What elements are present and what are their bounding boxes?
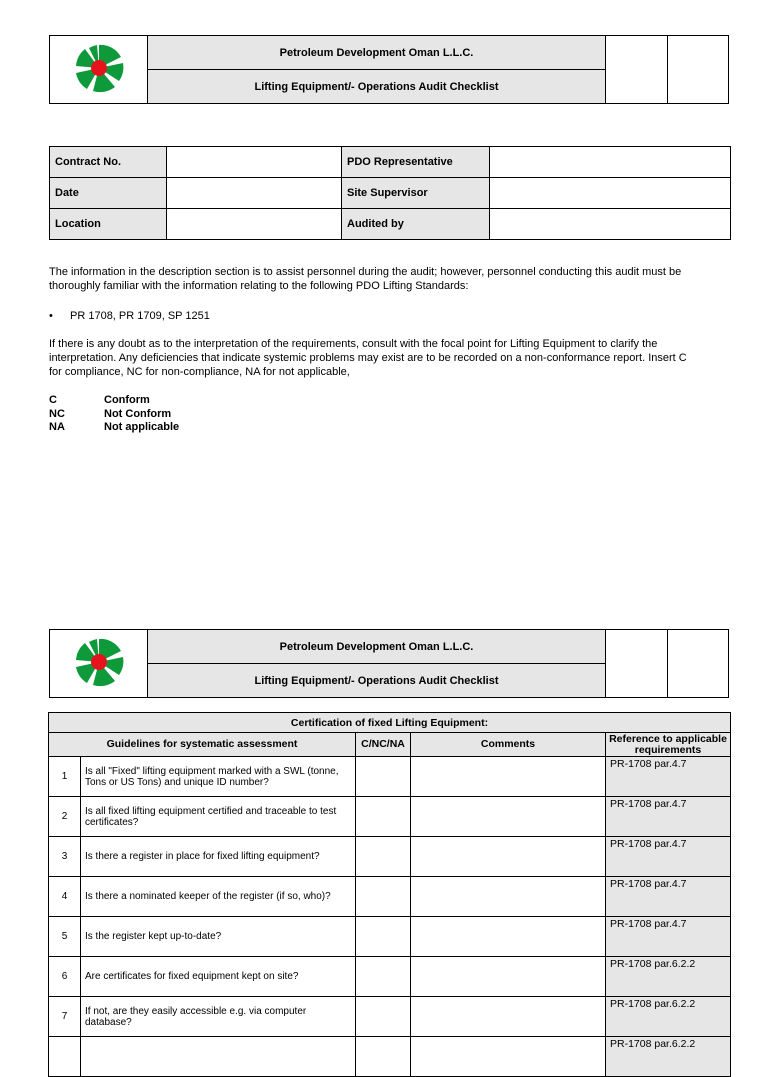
table-row	[49, 997, 731, 1037]
legend-item	[49, 421, 249, 435]
table-row	[49, 1037, 731, 1077]
audit-checklist-table	[48, 712, 731, 1077]
col-comments: Comments	[411, 733, 606, 757]
audited-by-field[interactable]	[490, 209, 731, 240]
row-number: 5	[49, 917, 81, 957]
row-number: 7	[49, 997, 81, 1037]
row-reference: PR-1708 par.4.7	[606, 797, 731, 837]
intro-paragraph: The information in the description section is to assist personnel during the audit; however, personnel conducting this audit must be thoroughly familiar with the information relating to the following PDO Lifting Standards:	[49, 266, 682, 292]
legend-item	[49, 394, 249, 408]
row-question: Is all "Fixed" lifting equipment marked with a SWL (tonne, Tons or US Tons) and unique ID number?	[81, 757, 356, 797]
logo-cell	[50, 36, 148, 104]
logo-cell	[50, 630, 148, 698]
cnc-cell[interactable]	[356, 757, 411, 797]
table-row	[49, 917, 731, 957]
document-header	[49, 629, 729, 698]
comments-cell[interactable]	[411, 837, 606, 877]
location-field[interactable]	[167, 209, 342, 240]
bullet-icon: •	[49, 310, 53, 322]
legend	[49, 394, 249, 435]
cnc-cell[interactable]	[356, 997, 411, 1037]
document-header	[49, 35, 729, 104]
row-number: 4	[49, 877, 81, 917]
col-guidelines: Guidelines for systematic assessment	[49, 733, 356, 757]
row-reference: PR-1708 par.4.7	[606, 917, 731, 957]
row-reference: PR-1708 par.6.2.2	[606, 957, 731, 997]
cnc-cell[interactable]	[356, 957, 411, 997]
contract-field[interactable]	[167, 147, 342, 178]
comments-cell[interactable]	[411, 917, 606, 957]
comments-cell[interactable]	[411, 877, 606, 917]
document-title: Lifting Equipment/- Operations Audit Checklist	[148, 70, 606, 104]
row-reference: PR-1708 par.6.2.2	[606, 997, 731, 1037]
row-question: Is the register kept up-to-date?	[81, 917, 356, 957]
site-supervisor-field[interactable]	[490, 178, 731, 209]
legend-code: NC	[49, 407, 65, 420]
section-title: Certification of fixed Lifting Equipment:	[49, 713, 731, 733]
site-supervisor-label: Site Supervisor	[342, 178, 490, 209]
pdo-logo-icon	[71, 637, 127, 687]
legend-meaning: Not Conform	[104, 407, 172, 420]
cnc-cell[interactable]	[356, 837, 411, 877]
comments-cell[interactable]	[411, 1037, 606, 1077]
table-row	[49, 837, 731, 877]
date-field[interactable]	[167, 178, 342, 209]
row-number: 1	[49, 757, 81, 797]
table-row	[49, 797, 731, 837]
row-number: 2	[49, 797, 81, 837]
cnc-cell[interactable]	[356, 917, 411, 957]
header-blank-cell	[668, 630, 729, 698]
pdo-rep-label: PDO Representative	[342, 147, 490, 178]
legend-item	[49, 408, 249, 422]
table-row	[49, 957, 731, 997]
header-blank-cell	[606, 36, 668, 104]
legend-meaning: Conform	[104, 394, 150, 406]
header-blank-cell	[668, 36, 729, 104]
company-name: Petroleum Development Oman L.L.C.	[148, 36, 606, 70]
pdo-rep-field[interactable]	[490, 147, 731, 178]
pdo-logo-icon	[71, 43, 127, 93]
standards-list: PR 1708, PR 1709, SP 1251	[70, 310, 210, 322]
table-row	[49, 757, 731, 797]
audited-by-label: Audited by	[342, 209, 490, 240]
row-number: 6	[49, 957, 81, 997]
row-number	[49, 1037, 81, 1077]
comments-cell[interactable]	[411, 997, 606, 1037]
instructions-paragraph: If there is any doubt as to the interpretation of the requirements, consult with the focal point for Lifting Equipment to clarify the interpretation. Any deficiencies that indicate systemic problems may exist are to be recorded on a non-conformance report. Insert C for compliance, NC for non-compliance, NA for not applicable,	[49, 338, 687, 378]
cnc-cell[interactable]	[356, 877, 411, 917]
col-cnc: C/NC/NA	[356, 733, 411, 757]
location-label: Location	[50, 209, 167, 240]
company-name: Petroleum Development Oman L.L.C.	[148, 630, 606, 664]
row-reference: PR-1708 par.6.2.2	[606, 1037, 731, 1077]
col-reference: Reference to applicable requirements	[606, 733, 731, 757]
date-label: Date	[50, 178, 167, 209]
row-question: Is there a register in place for fixed lifting equipment?	[81, 837, 356, 877]
comments-cell[interactable]	[411, 757, 606, 797]
legend-meaning: Not applicable	[104, 421, 180, 433]
row-question	[81, 1037, 356, 1077]
row-reference: PR-1708 par.4.7	[606, 877, 731, 917]
document-title: Lifting Equipment/- Operations Audit Checklist	[148, 664, 606, 698]
cnc-cell[interactable]	[356, 797, 411, 837]
header-blank-cell	[606, 630, 668, 698]
row-reference: PR-1708 par.4.7	[606, 757, 731, 797]
table-row	[49, 877, 731, 917]
comments-cell[interactable]	[411, 957, 606, 997]
contract-label: Contract No.	[50, 147, 167, 178]
row-question: Are certificates for fixed equipment kept on site?	[81, 957, 356, 997]
row-reference: PR-1708 par.4.7	[606, 837, 731, 877]
audit-info-table	[49, 146, 731, 240]
row-question: Is there a nominated keeper of the register (if so, who)?	[81, 877, 356, 917]
row-number: 3	[49, 837, 81, 877]
row-question: Is all fixed lifting equipment certified and traceable to test certificates?	[81, 797, 356, 837]
cnc-cell[interactable]	[356, 1037, 411, 1077]
comments-cell[interactable]	[411, 797, 606, 837]
row-question: If not, are they easily accessible e.g. via computer database?	[81, 997, 356, 1037]
legend-code: C	[49, 394, 57, 406]
legend-code: NA	[49, 421, 65, 433]
